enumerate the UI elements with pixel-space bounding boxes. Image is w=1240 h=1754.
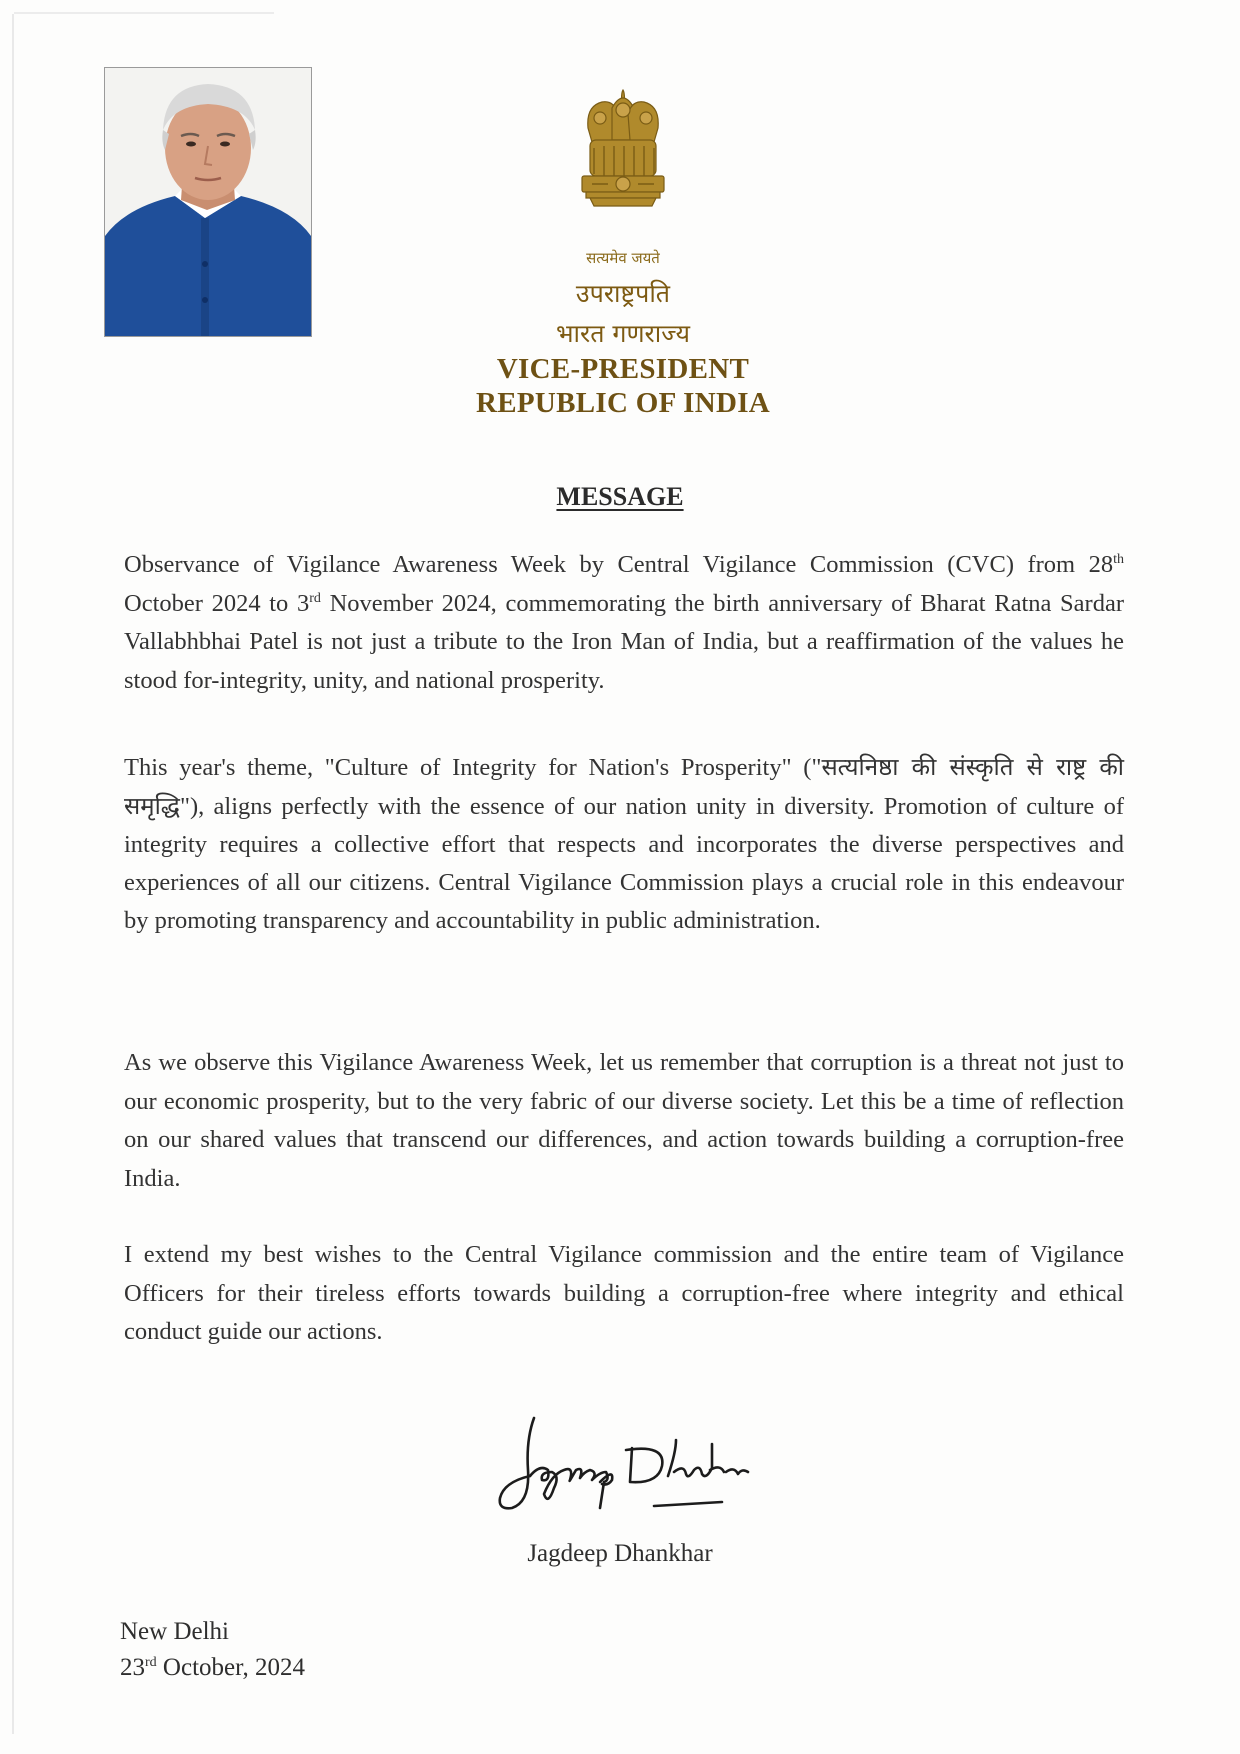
p1-text-a: Observance of Vigilance Awareness Week by Central Vigilance Commission (CVC) from 28 — [124, 551, 1114, 578]
date-day: 23 — [120, 1654, 145, 1681]
paragraph-2 — [124, 748, 1124, 940]
message-heading — [0, 482, 1240, 512]
handwritten-signature — [490, 1410, 760, 1520]
paragraph-4: I extend my best wishes to the Central Vigilance commission and the entire team of Vigilance Officers for their tireless efforts towards building a corruption-free where integrity and ethical conduct guide our actions. — [124, 1241, 1124, 1345]
p1-sup-rd: rd — [309, 590, 321, 606]
state-emblem-icon — [568, 88, 678, 248]
vice-president-hindi: उपराष्ट्रपति — [575, 279, 671, 308]
p2-text-b: "), aligns perfectly with the essence of our nation unity in diversity. Promotion of culture of integrity requires a collective effort that respects and incorporates the diverse perspectives and experiences of all our citizens. Central Vigilance Commission plays a crucial role in this endeavour by promoting transparency and accountability in public administration. — [124, 793, 1124, 934]
scan-edge-top — [14, 12, 274, 14]
republic-of-india-title: REPUBLIC OF INDIA — [475, 387, 771, 419]
p1-text-b: October 2024 to 3 — [124, 589, 310, 617]
scan-edge-left — [12, 14, 14, 1734]
paragraph-3: As we observe this Vigilance Awareness Week, let us remember that corruption is a threat not just to our economic prosperity, but to the very fabric of our diverse society. Let this be a time of reflection on our shared values that transcend our differences, and action towards building a corruption-free India. — [124, 1049, 1124, 1192]
office-title-hindi — [440, 274, 806, 354]
message-heading-text: MESSAGE — [556, 482, 684, 511]
office-title-english — [420, 352, 826, 420]
emblem-motto: सत्यमेव जयते — [586, 249, 660, 267]
signer-name: Jagdeep Dhankhar — [527, 1540, 713, 1567]
date-rest: October, 2024 — [156, 1654, 305, 1681]
portrait-photo-icon — [104, 67, 312, 337]
p1-sup-th: th — [1113, 552, 1124, 567]
p2-text-a: This year's theme, "Culture of Integrity for Nation's Prosperity" (" — [124, 754, 822, 781]
vice-president-title: VICE-PRESIDENT — [496, 353, 750, 385]
p2-hindi-theme: सत्यनिष्ठा की संस्कृति से राष्ट्र की समृद्धि — [124, 753, 1125, 820]
paragraph-1 — [124, 546, 1124, 700]
date — [120, 1654, 305, 1682]
date-sup: rd — [145, 1655, 157, 1670]
place: New Delhi — [120, 1618, 229, 1645]
p1-text-c: November 2024, commemorating the birth anniversary of Bharat Ratna Sardar Vallabhbhai Patel is not just a tribute to the Iron Man of India, but a reaffirmation of the values he stood for-integrity, unity, and national prosperity. — [124, 589, 1124, 694]
republic-of-india-hindi: भारत गणराज्य — [555, 319, 691, 348]
